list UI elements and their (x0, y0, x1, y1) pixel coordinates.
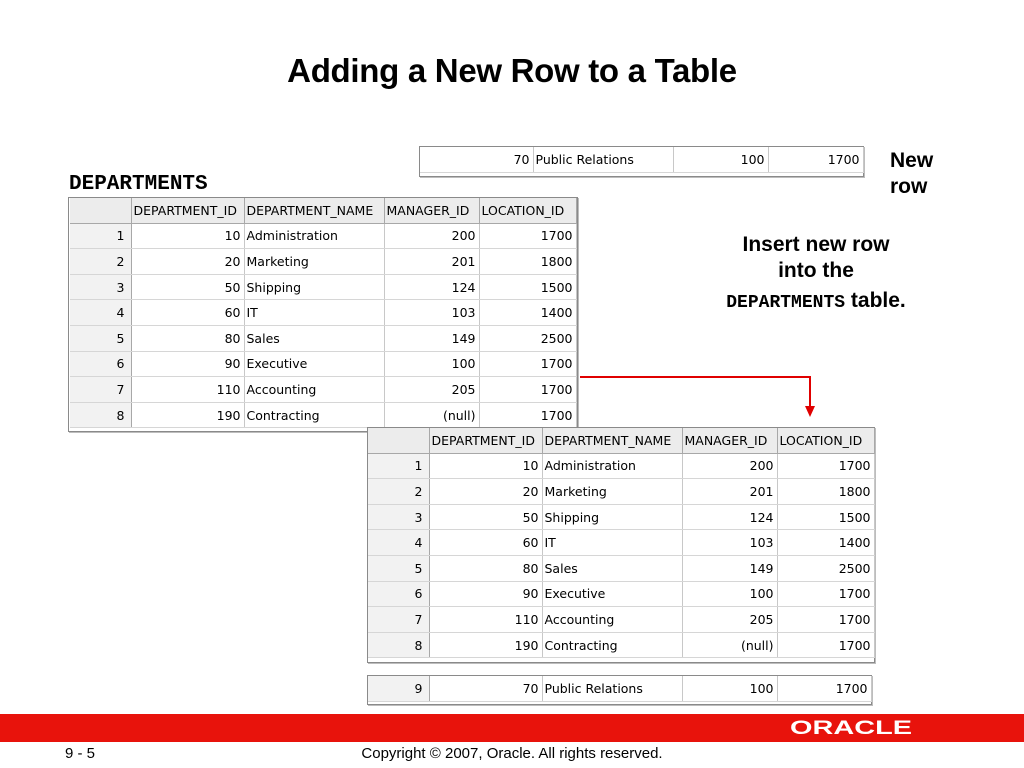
department-id-cell[interactable]: 90 (429, 581, 542, 607)
department-id-cell[interactable]: 190 (131, 402, 244, 428)
table-row[interactable] (70, 325, 576, 351)
row-number-cell: 2 (70, 249, 131, 275)
department-name-cell[interactable]: Administration (244, 223, 384, 249)
location-id-cell[interactable]: 1700 (777, 453, 874, 479)
new-row-grid (420, 147, 864, 173)
department-id-cell[interactable]: 80 (131, 325, 244, 351)
manager-id-cell[interactable]: 103 (682, 530, 777, 556)
department-id-cell[interactable]: 110 (131, 377, 244, 403)
insert-note-tail: table. (845, 289, 906, 312)
column-header-manager-id[interactable]: MANAGER_ID (682, 428, 777, 453)
row-number-header (70, 198, 131, 223)
row-number-cell: 4 (368, 530, 429, 556)
location-id-cell[interactable]: 2500 (777, 555, 874, 581)
column-header-department-id[interactable]: DEPARTMENT_ID (131, 198, 244, 223)
appended-row[interactable] (368, 676, 871, 701)
row-number-cell: 4 (70, 300, 131, 326)
table-row[interactable] (368, 581, 874, 607)
column-header-department-name[interactable]: DEPARTMENT_NAME (542, 428, 682, 453)
row-number-cell: 8 (368, 632, 429, 658)
department-name-cell[interactable]: Contracting (244, 402, 384, 428)
location-id-cell[interactable]: 1700 (777, 607, 874, 633)
location-id-cell[interactable]: 2500 (479, 325, 576, 351)
manager-id-cell[interactable]: 201 (682, 479, 777, 505)
manager-id-cell[interactable]: 201 (384, 249, 479, 275)
department-name-cell[interactable]: Accounting (244, 377, 384, 403)
oracle-logo (790, 717, 914, 737)
table-row[interactable] (368, 479, 874, 505)
location-id-cell[interactable]: 1700 (479, 402, 576, 428)
insert-note (690, 232, 942, 316)
table-row[interactable] (368, 504, 874, 530)
table-row[interactable] (368, 453, 874, 479)
column-header-location-id[interactable]: LOCATION_ID (479, 198, 576, 223)
table-row[interactable] (70, 377, 576, 403)
page-number: 9 - 5 (65, 745, 96, 762)
new-row-location-id[interactable]: 1700 (768, 147, 863, 172)
department-name-cell[interactable]: Sales (244, 325, 384, 351)
appended-row-number: 9 (368, 676, 429, 701)
department-id-cell[interactable]: 10 (429, 453, 542, 479)
manager-id-cell[interactable]: 149 (384, 325, 479, 351)
department-name-cell[interactable]: Shipping (542, 504, 682, 530)
table-name-label: DEPARTMENTS (69, 173, 208, 196)
row-number-cell: 7 (70, 377, 131, 403)
location-id-cell[interactable]: 1700 (777, 632, 874, 658)
appended-row-department-name[interactable]: Public Relations (542, 676, 682, 701)
table-row[interactable] (368, 530, 874, 556)
department-id-cell[interactable]: 190 (429, 632, 542, 658)
insert-note-line3 (690, 288, 942, 316)
table-header-row (368, 428, 874, 453)
row-number-header (368, 428, 429, 453)
department-name-cell[interactable]: Accounting (542, 607, 682, 633)
table-header-row (70, 198, 576, 223)
location-id-cell[interactable]: 1700 (479, 351, 576, 377)
row-number-cell: 6 (368, 581, 429, 607)
department-name-cell[interactable]: Shipping (244, 274, 384, 300)
new-row-manager-id[interactable]: 100 (673, 147, 768, 172)
new-row-label (890, 148, 960, 200)
column-header-department-id[interactable]: DEPARTMENT_ID (429, 428, 542, 453)
arrow-head-icon (804, 406, 816, 418)
department-name-cell[interactable]: Executive (542, 581, 682, 607)
department-id-cell[interactable]: 10 (131, 223, 244, 249)
location-id-cell[interactable]: 1400 (479, 300, 576, 326)
row-number-cell: 6 (70, 351, 131, 377)
location-id-cell[interactable]: 1700 (479, 377, 576, 403)
department-name-cell[interactable]: Marketing (244, 249, 384, 275)
department-name-cell[interactable]: Administration (542, 453, 682, 479)
row-number-cell: 5 (70, 325, 131, 351)
departments-grid (70, 198, 577, 428)
location-id-cell[interactable]: 1800 (777, 479, 874, 505)
manager-id-cell[interactable]: 200 (682, 453, 777, 479)
department-id-cell[interactable]: 50 (131, 274, 244, 300)
department-id-cell[interactable]: 50 (429, 504, 542, 530)
column-header-manager-id[interactable]: MANAGER_ID (384, 198, 479, 223)
location-id-cell[interactable]: 1800 (479, 249, 576, 275)
insert-note-code: DEPARTMENTS (726, 293, 846, 313)
manager-id-cell[interactable]: 124 (682, 504, 777, 530)
slide-title: Adding a New Row to a Table (287, 52, 737, 89)
department-name-cell[interactable]: Marketing (542, 479, 682, 505)
new-row-label-text: New row (890, 149, 934, 198)
manager-id-cell[interactable]: 200 (384, 223, 479, 249)
table-row[interactable] (70, 351, 576, 377)
manager-id-cell[interactable]: (null) (682, 632, 777, 658)
arrow-horizontal-segment (580, 376, 810, 378)
new-row-department-id[interactable]: 70 (420, 147, 533, 172)
appended-row-grid (368, 676, 872, 702)
table-row[interactable] (368, 632, 874, 658)
department-name-cell[interactable]: Executive (244, 351, 384, 377)
department-id-cell[interactable]: 60 (131, 300, 244, 326)
insert-note-line1: Insert new row (742, 233, 890, 256)
manager-id-cell[interactable]: 205 (384, 377, 479, 403)
table-row[interactable] (70, 223, 576, 249)
row-number-cell: 1 (368, 453, 429, 479)
appended-row-manager-id[interactable]: 100 (682, 676, 777, 701)
location-id-cell[interactable]: 1400 (777, 530, 874, 556)
updated-departments-grid-body (368, 453, 874, 658)
row-number-cell: 3 (368, 504, 429, 530)
department-id-cell[interactable]: 20 (429, 479, 542, 505)
row-number-cell: 7 (368, 607, 429, 633)
row-number-cell: 2 (368, 479, 429, 505)
manager-id-cell[interactable]: 124 (384, 274, 479, 300)
updated-departments-grid (368, 428, 875, 658)
row-number-cell: 5 (368, 555, 429, 581)
manager-id-cell[interactable]: (null) (384, 402, 479, 428)
manager-id-cell[interactable]: 103 (384, 300, 479, 326)
insert-note-line2: into the (778, 259, 854, 282)
location-id-cell[interactable]: 1700 (479, 223, 576, 249)
column-header-location-id[interactable]: LOCATION_ID (777, 428, 874, 453)
location-id-cell[interactable]: 1500 (479, 274, 576, 300)
row-number-cell: 1 (70, 223, 131, 249)
oracle-logo-text: ORACLE (790, 718, 912, 737)
row-number-cell: 8 (70, 402, 131, 428)
departments-grid-body (70, 223, 576, 428)
location-id-cell[interactable]: 1500 (777, 504, 874, 530)
manager-id-cell[interactable]: 100 (384, 351, 479, 377)
manager-id-cell[interactable]: 149 (682, 555, 777, 581)
table-row[interactable] (368, 607, 874, 633)
manager-id-cell[interactable]: 205 (682, 607, 777, 633)
row-number-cell: 3 (70, 274, 131, 300)
copyright-text: Copyright © 2007, Oracle. All rights reserved. (361, 745, 663, 762)
department-name-cell[interactable]: Sales (542, 555, 682, 581)
column-header-department-name[interactable]: DEPARTMENT_NAME (244, 198, 384, 223)
department-name-cell[interactable]: IT (244, 300, 384, 326)
appended-row-department-id[interactable]: 70 (429, 676, 542, 701)
table-row[interactable] (70, 300, 576, 326)
table-row[interactable] (70, 249, 576, 275)
table-row[interactable] (70, 402, 576, 428)
new-row-department-name[interactable]: Public Relations (533, 147, 673, 172)
table-row[interactable] (368, 555, 874, 581)
department-id-cell[interactable]: 60 (429, 530, 542, 556)
location-id-cell[interactable]: 1700 (777, 581, 874, 607)
department-id-cell[interactable]: 80 (429, 555, 542, 581)
new-row[interactable] (420, 147, 863, 172)
manager-id-cell[interactable]: 100 (682, 581, 777, 607)
department-name-cell[interactable]: IT (542, 530, 682, 556)
department-name-cell[interactable]: Contracting (542, 632, 682, 658)
department-id-cell[interactable]: 20 (131, 249, 244, 275)
appended-row-location-id[interactable]: 1700 (777, 676, 871, 701)
table-row[interactable] (70, 274, 576, 300)
department-id-cell[interactable]: 90 (131, 351, 244, 377)
department-id-cell[interactable]: 110 (429, 607, 542, 633)
